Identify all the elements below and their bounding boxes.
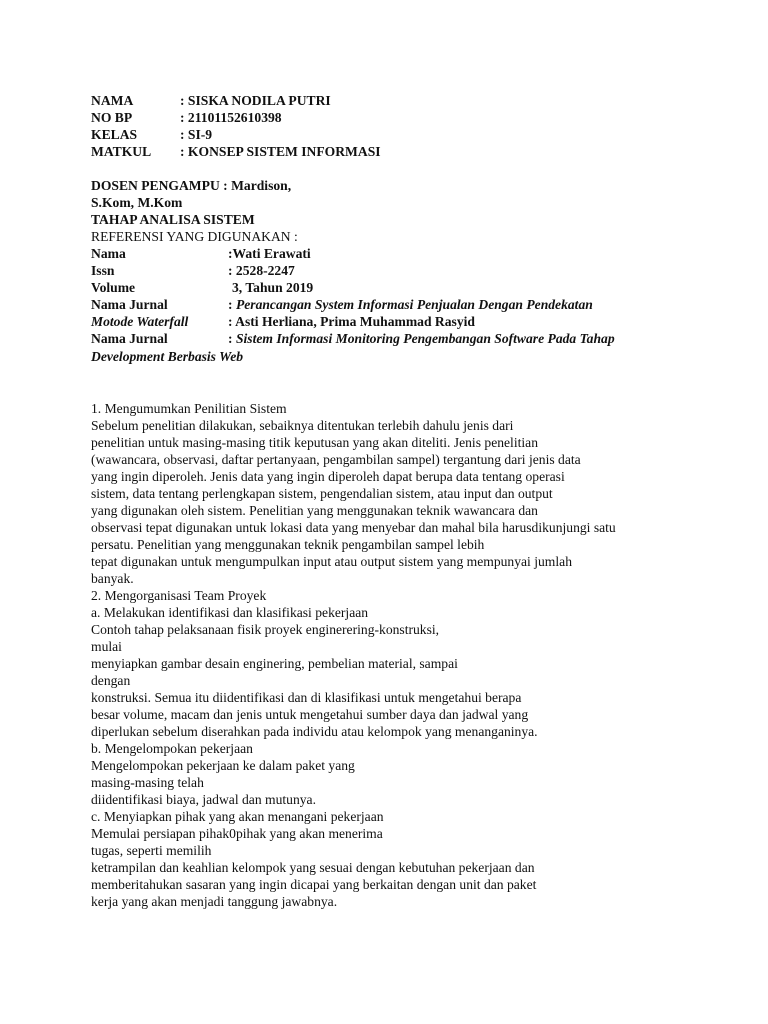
referensi-nama-row xyxy=(91,246,311,262)
referensi-issn-label: Issn xyxy=(91,263,115,278)
body-line: besar volume, macam dan jenis untuk mengetahui sumber daya dan jadwal yang xyxy=(91,707,529,722)
referensi-issn-value: : 2528-2247 xyxy=(228,263,295,278)
referensi-motode-value: : Asti Herliana, Prima Muhammad Rasyid xyxy=(228,314,475,329)
body-line: masing-masing telah xyxy=(91,775,204,790)
identity-nobp-label: NO BP xyxy=(91,110,133,125)
body-line: Sebelum penelitian dilakukan, sebaiknya ditentukan terlebih dahulu jenis dari xyxy=(91,418,514,433)
identity-matkul-row xyxy=(91,144,381,160)
referensi-jurnal2-colon: : xyxy=(228,331,236,346)
body-line: persatu. Penelitian yang menggunakan teknik pengambilan sampel lebih xyxy=(91,537,485,552)
body-line: b. Mengelompokan pekerjaan xyxy=(91,741,253,756)
body-line: ketrampilan dan keahlian kelompok yang sesuai dengan kebutuhan pekerjaan dan xyxy=(91,860,535,875)
dosen-line-1: DOSEN PENGAMPU : Mardison, xyxy=(91,178,292,193)
body-line: dengan xyxy=(91,673,131,688)
referensi-jurnal2-label: Nama Jurnal xyxy=(91,331,168,346)
body-line: banyak. xyxy=(91,571,134,586)
body-line: penelitian untuk masing-masing titik keputusan yang akan diteliti. Jenis penelitian xyxy=(91,435,538,450)
referensi-issn-row xyxy=(91,263,295,279)
identity-kelas-label: KELAS xyxy=(91,127,138,142)
body-line: Contoh tahap pelaksanaan fisik proyek enginerering-konstruksi, xyxy=(91,622,440,637)
body-line: konstruksi. Semua itu diidentifikasi dan di klasifikasi untuk mengetahui berapa xyxy=(91,690,522,705)
body-line: mulai xyxy=(91,639,122,654)
identity-nama-value: : SISKA NODILA PUTRI xyxy=(180,93,331,108)
referensi-jurnal2-continuation: Development Berbasis Web xyxy=(91,349,244,364)
body-line: observasi tepat digunakan untuk lokasi data yang menyebar dan mahal bila harusdikunjungi satu xyxy=(91,520,616,535)
body-line: c. Menyiapkan pihak yang akan menangani pekerjaan xyxy=(91,809,384,824)
referensi-jurnal2-value: Sistem Informasi Monitoring Pengembangan Software Pada Tahap xyxy=(235,331,615,346)
referensi-nama-value: :Wati Erawati xyxy=(228,246,311,261)
body-line: a. Melakukan identifikasi dan klasifikasi pekerjaan xyxy=(91,605,369,620)
identity-nobp-row xyxy=(91,110,282,126)
referensi-nama-label: Nama xyxy=(91,246,126,261)
body-line: diidentifikasi biaya, jadwal dan mutunya. xyxy=(91,792,316,807)
body-line: yang digunakan oleh sistem. Penelitian yang menggunakan teknik wawancara dan xyxy=(91,503,538,518)
identity-kelas-value: : SI-9 xyxy=(180,127,213,142)
body-line: 1. Mengumumkan Penilitian Sistem xyxy=(91,401,287,416)
identity-nama-row xyxy=(91,93,331,109)
referensi-volume-value: 3, Tahun 2019 xyxy=(232,280,314,295)
identity-nama-label: NAMA xyxy=(91,93,134,108)
body-line: (wawancara, observasi, daftar pertanyaan, pengambilan sampel) tergantung dari jenis data xyxy=(91,452,581,467)
referensi-jurnal1-row xyxy=(91,297,593,313)
referensi-volume-row xyxy=(91,280,313,296)
identity-kelas-row xyxy=(91,127,212,143)
body-line: tugas, seperti memilih xyxy=(91,843,212,858)
body-line: memberitahukan sasaran yang ingin dicapai yang berkaitan dengan unit dan paket xyxy=(91,877,537,892)
referensi-volume-label: Volume xyxy=(91,280,136,295)
body-line: 2. Mengorganisasi Team Proyek xyxy=(91,588,267,603)
body-line: Mengelompokan pekerjaan ke dalam paket yang xyxy=(91,758,355,773)
identity-matkul-label: MATKUL xyxy=(91,144,152,159)
referensi-jurnal2-row xyxy=(91,331,615,347)
body-line: yang ingin diperoleh. Jenis data yang ingin diperoleh dapat berupa data tentang operasi xyxy=(91,469,565,484)
body-line: kerja yang akan menjadi tanggung jawabnya. xyxy=(91,894,338,909)
body-line: Memulai persiapan pihak0pihak yang akan menerima xyxy=(91,826,383,841)
body-line: sistem, data tentang perlengkapan sistem, pengendalian sistem, atau input dan output xyxy=(91,486,553,501)
referensi-motode-label: Motode Waterfall xyxy=(91,314,189,329)
body-line: diperlukan sebelum diserahkan pada individu atau kelompok yang menanganinya. xyxy=(91,724,538,739)
dosen-line-2: S.Kom, M.Kom xyxy=(91,195,183,210)
tahap-title: TAHAP ANALISA SISTEM xyxy=(91,212,255,227)
referensi-motode-row xyxy=(91,314,475,330)
referensi-jurnal1-colon: : xyxy=(228,297,236,312)
referensi-heading: REFERENSI YANG DIGUNAKAN : xyxy=(91,229,298,244)
identity-matkul-value: : KONSEP SISTEM INFORMASI xyxy=(180,144,381,159)
body-line: menyiapkan gambar desain enginering, pembelian material, sampai xyxy=(91,656,458,671)
referensi-jurnal1-label: Nama Jurnal xyxy=(91,297,168,312)
identity-nobp-value: : 21101152610398 xyxy=(180,110,282,125)
referensi-jurnal1-value: Perancangan System Informasi Penjualan Dengan Pendekatan xyxy=(235,297,593,312)
body-line: tepat digunakan untuk mengumpulkan input atau output sistem yang mempunyai jumlah xyxy=(91,554,572,569)
